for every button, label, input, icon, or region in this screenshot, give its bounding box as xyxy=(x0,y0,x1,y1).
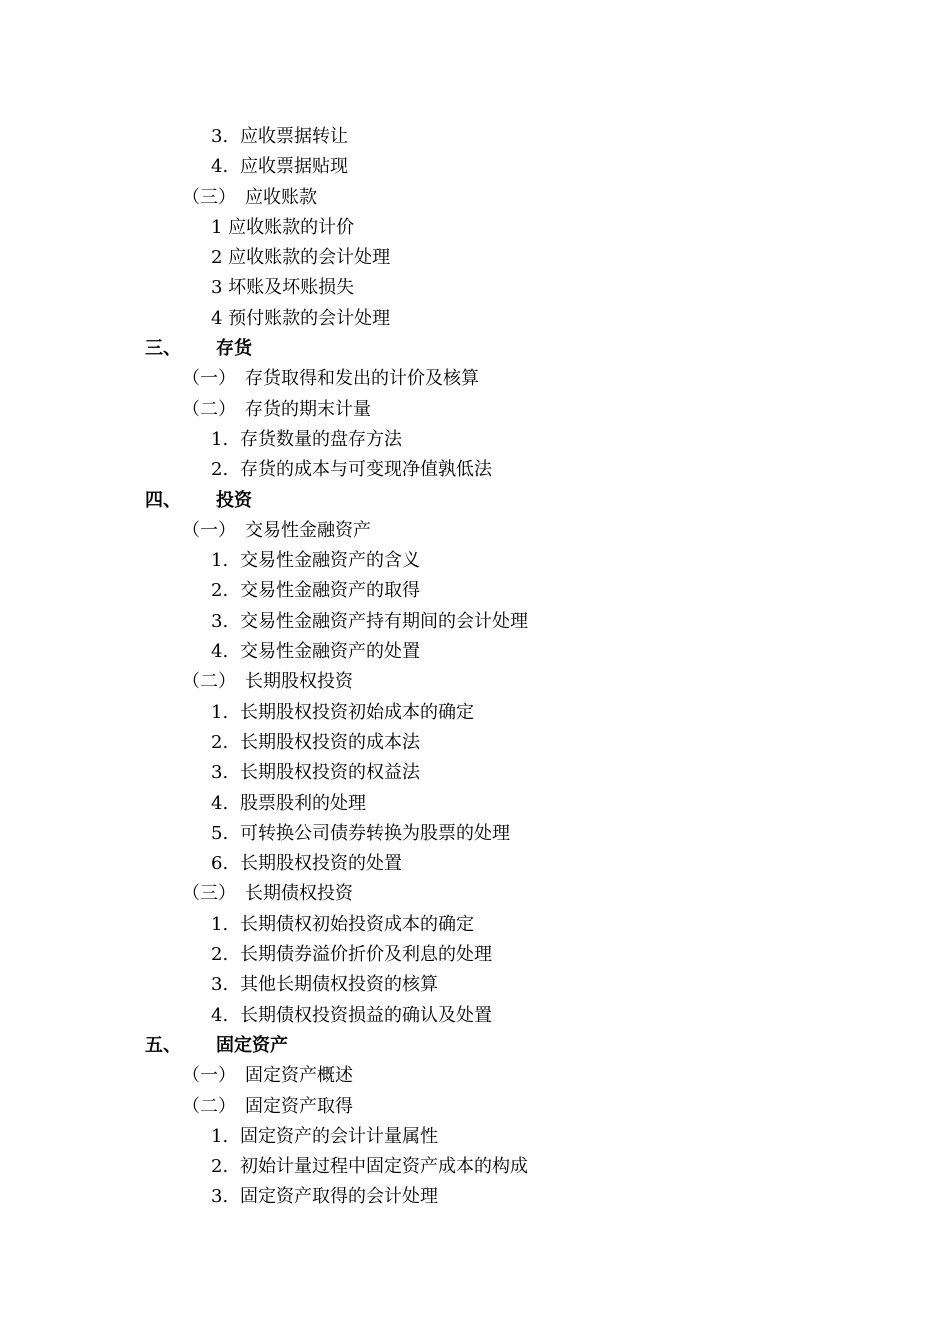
outline-item xyxy=(0,425,950,455)
outline-item xyxy=(0,940,950,970)
subsection-heading xyxy=(0,516,950,546)
outline-item xyxy=(0,728,950,758)
item-text: 固定资产概述 xyxy=(245,1065,353,1087)
outline-item xyxy=(0,122,950,152)
outline-item xyxy=(0,849,950,879)
item-marker: （二） xyxy=(182,671,236,693)
subsection-heading xyxy=(0,667,950,697)
item-text: 存货数量的盘存方法 xyxy=(240,428,402,450)
subsection-heading xyxy=(0,1092,950,1122)
item-text: 固定资产取得的会计处理 xyxy=(240,1186,438,1208)
item-text: 固定资产取得 xyxy=(245,1095,353,1117)
item-text: 2 应收账款的会计处理 xyxy=(211,247,391,269)
item-text: 长期债权初始投资成本的确定 xyxy=(240,913,474,935)
item-text: 投资 xyxy=(216,489,252,511)
outline-item xyxy=(0,698,950,728)
item-text: 固定资产的会计计量属性 xyxy=(240,1125,438,1147)
item-marker: 1. xyxy=(211,550,229,572)
outline-item xyxy=(0,1122,950,1152)
item-marker: 2. xyxy=(211,459,229,481)
item-marker: （三） xyxy=(182,186,236,208)
outline-item xyxy=(0,758,950,788)
outline-item xyxy=(0,546,950,576)
subsection-heading xyxy=(0,395,950,425)
outline-item xyxy=(0,152,950,182)
item-marker: 6. xyxy=(211,853,229,875)
item-marker: 3. xyxy=(211,126,229,147)
outline-item xyxy=(0,970,950,1000)
item-marker: 2. xyxy=(211,580,229,602)
outline-item xyxy=(0,637,950,667)
item-text: 长期债券溢价折价及利息的处理 xyxy=(240,944,492,966)
item-text: 存货的期末计量 xyxy=(245,398,371,420)
item-marker: （二） xyxy=(182,398,236,420)
item-marker: （三） xyxy=(182,883,236,905)
item-text: 长期股权投资初始成本的确定 xyxy=(240,701,474,723)
item-text: 交易性金融资产的取得 xyxy=(240,580,420,602)
item-marker: 3. xyxy=(211,610,229,632)
item-text: 交易性金融资产的含义 xyxy=(240,550,420,572)
item-marker: 2. xyxy=(211,731,229,753)
item-text: 应收账款 xyxy=(245,186,317,208)
item-text: 交易性金融资产的处置 xyxy=(240,641,420,663)
outline-item xyxy=(0,607,950,637)
outline-item xyxy=(0,789,950,819)
subsection-heading xyxy=(0,364,950,394)
item-marker: 2. xyxy=(211,1156,229,1178)
item-text: 1 应收账款的计价 xyxy=(211,216,355,238)
item-text: 3 坏账及坏账损失 xyxy=(211,277,355,299)
item-text: 可转换公司债券转换为股票的处理 xyxy=(240,822,510,844)
outline-item xyxy=(0,1152,950,1182)
outline-document xyxy=(0,122,950,1213)
item-text: 4 预付账款的会计处理 xyxy=(211,307,391,329)
item-marker: （一） xyxy=(182,368,236,390)
subsection-heading xyxy=(0,183,950,213)
outline-item xyxy=(0,819,950,849)
item-marker: 1. xyxy=(211,428,229,450)
item-marker: 5. xyxy=(211,822,229,844)
outline-item xyxy=(0,213,950,243)
subsection-heading xyxy=(0,1061,950,1091)
item-text: 交易性金融资产持有期间的会计处理 xyxy=(240,610,528,632)
outline-item xyxy=(0,243,950,273)
item-text: 应收票据贴现 xyxy=(240,156,348,178)
item-text: 存货取得和发出的计价及核算 xyxy=(245,368,479,390)
item-marker: 3. xyxy=(211,1186,229,1208)
item-marker: 4. xyxy=(211,1004,229,1026)
item-text: 长期债权投资损益的确认及处置 xyxy=(240,1004,492,1026)
section-heading xyxy=(0,1031,950,1061)
item-text: 存货 xyxy=(216,338,252,360)
item-text: 长期债权投资 xyxy=(245,883,353,905)
item-marker: （二） xyxy=(182,1095,236,1117)
item-marker: 1. xyxy=(211,701,229,723)
item-marker: （一） xyxy=(182,1065,236,1087)
item-marker: 1. xyxy=(211,913,229,935)
item-marker: 三、 xyxy=(145,338,181,360)
item-marker: 4. xyxy=(211,641,229,663)
subsection-heading xyxy=(0,879,950,909)
item-marker: （一） xyxy=(182,519,236,541)
item-marker: 1. xyxy=(211,1125,229,1147)
item-text: 长期股权投资的处置 xyxy=(240,853,402,875)
outline-item xyxy=(0,1001,950,1031)
item-text: 股票股利的处理 xyxy=(240,792,366,814)
outline-item xyxy=(0,576,950,606)
item-text: 初始计量过程中固定资产成本的构成 xyxy=(240,1156,528,1178)
outline-item xyxy=(0,455,950,485)
item-text: 固定资产 xyxy=(216,1034,288,1056)
item-text: 长期股权投资的权益法 xyxy=(240,762,420,784)
outline-item xyxy=(0,1182,950,1212)
item-marker: 3. xyxy=(211,762,229,784)
item-text: 长期股权投资 xyxy=(245,671,353,693)
item-marker: 四、 xyxy=(145,489,181,511)
item-marker: 4. xyxy=(211,792,229,814)
section-heading xyxy=(0,486,950,516)
item-marker: 2. xyxy=(211,944,229,966)
item-text: 存货的成本与可变现净值孰低法 xyxy=(240,459,492,481)
item-text: 长期股权投资的成本法 xyxy=(240,731,420,753)
item-text: 交易性金融资产 xyxy=(245,519,371,541)
item-text: 应收票据转让 xyxy=(240,126,348,147)
item-marker: 3. xyxy=(211,974,229,996)
outline-item xyxy=(0,304,950,334)
item-marker: 五、 xyxy=(145,1034,181,1056)
outline-item xyxy=(0,910,950,940)
item-marker: 4. xyxy=(211,156,229,178)
section-heading xyxy=(0,334,950,364)
item-text: 其他长期债权投资的核算 xyxy=(240,974,438,996)
outline-item xyxy=(0,273,950,303)
